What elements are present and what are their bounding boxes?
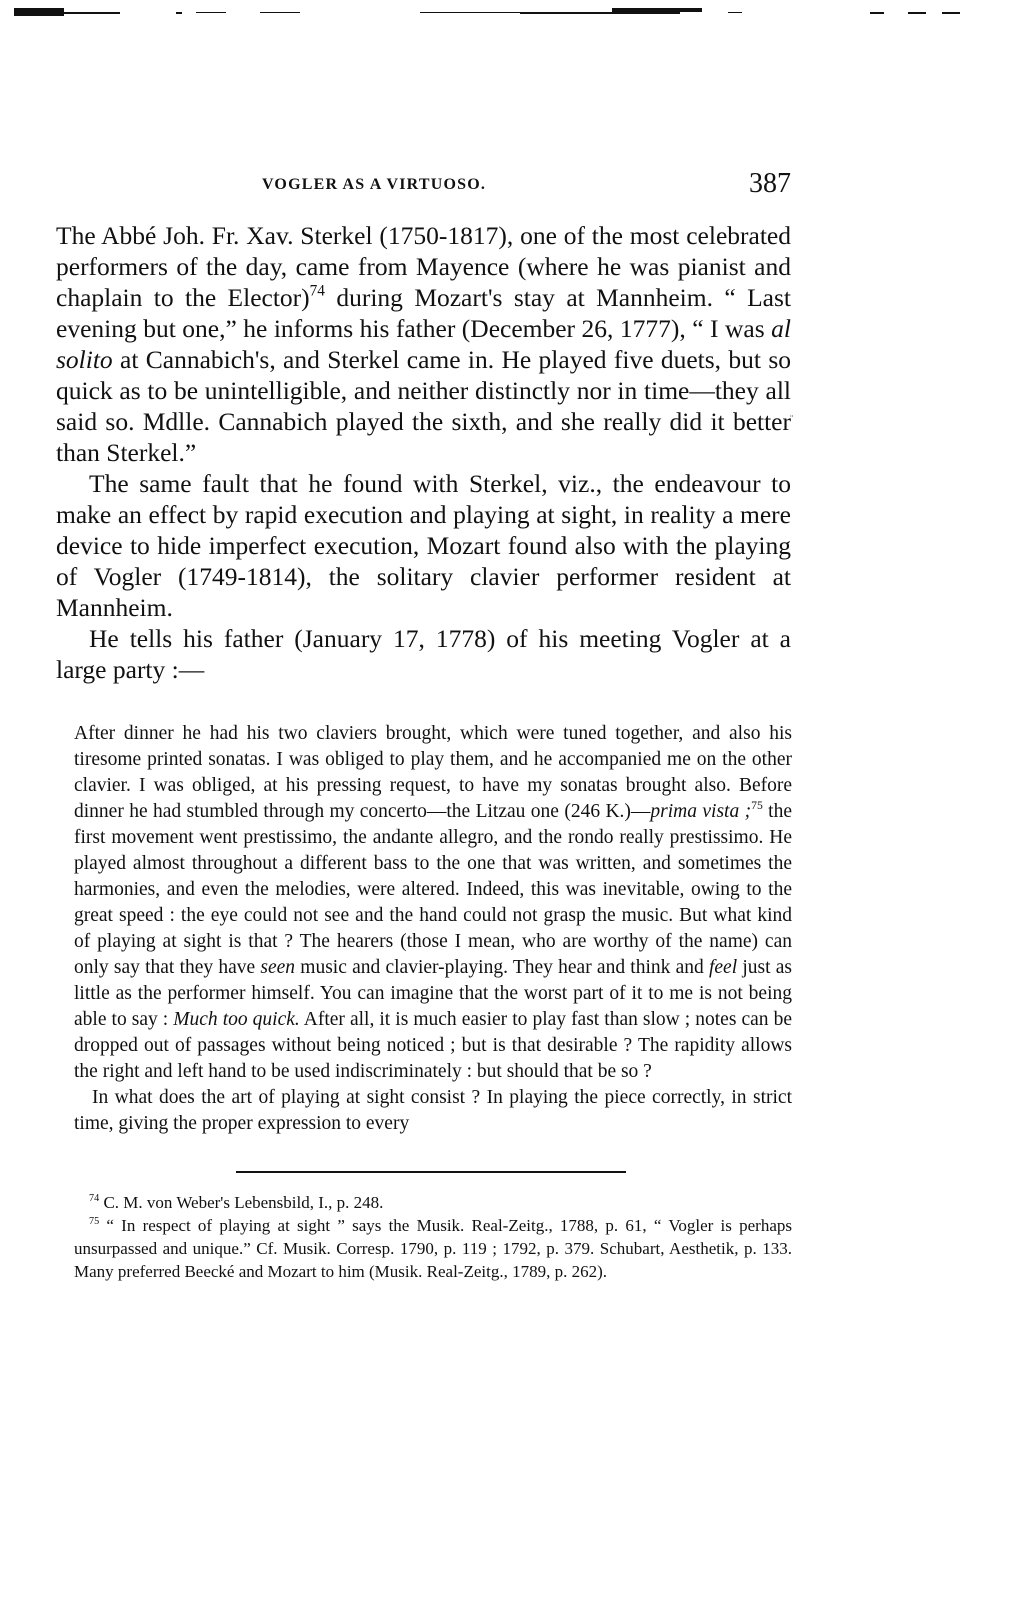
page-number: 387 xyxy=(749,168,791,199)
footnote-74: $^{74}$ C. M. von Weber's Lebensbild, I., p. 248. xyxy=(89,1192,384,1212)
scan-artifact-top-edge xyxy=(0,0,1034,30)
paragraph-tells-father: He tells his father (January 17, 1778) of his meeting Vogler at a large party :— xyxy=(56,624,791,684)
footnote-ref-74[interactable]: 74 xyxy=(309,282,325,300)
running-title: VOGLER AS A VIRTUOSO. xyxy=(262,176,487,193)
paragraph-same-fault: The same fault that he found with Sterkel, viz., the endeavour to make an effect by rapid execution and playing at sight, in reality a mere device to hide imperfect execution, Mozart found also with the playing of Vogler (1749-1814), the solitary clavier performer resident at Mannheim. xyxy=(56,469,791,622)
block-quote xyxy=(74,721,792,1137)
footnote-separator xyxy=(236,1171,626,1173)
margin-mark: ¨ xyxy=(790,414,794,425)
footnote-ref-75[interactable]: 75 xyxy=(751,798,763,812)
running-head xyxy=(56,170,791,220)
footnote-75: $^{75}$ “ In respect of playing at sight ” says the Musik. Real-Zeitg., 1788, p. 61, “ Vogler is perhaps unsurpassed and unique.” Cf. Musik. Corresp. 1790, p. 119 ; 1792, p. 379. Schubart, Aesthetik, p. 133. Many preferred Beecké and Mozart to him (Musik. Real-Zeitg., 1789, p. 262). xyxy=(74,1215,792,1281)
main-text xyxy=(56,220,794,685)
paragraph-sterkel: The Abbé Joh. Fr. Xav. Sterkel (1750-1817), one of the most celebrated performers of the day, came from Mayence (where he was pianist and chaplain to the Elector)$^{74}$ during Mozart's stay at Mannheim. “ Last evening but one,” he informs his father (December 26, 1777), “ I was al solito at Cannabich's, and Sterkel came in. He played five duets, but so quick as to be unintelligible, and neither distinctly nor in time—they all said so. Mdlle. Cannabich played the sixth, and she really did it better than Sterkel.” xyxy=(56,221,791,467)
book-page xyxy=(56,168,794,1283)
quote-paragraph-2: In what does the art of playing at sight consist ? In playing the piece correctly, in strict time, giving the proper expression to every xyxy=(74,1087,792,1134)
quote-paragraph-1: After dinner he had his two claviers brought, which were tuned together, and also his tiresome printed sonatas. I was obliged to play them, and he accompanied me on the other clavier. I was obliged, at his pressing request, to have my sonatas brought also. Before dinner he had stumbled through my concerto—the Litzau one (246 K.)—prima vista ;$^{75}$ the first movement went prestissimo, the andante allegro, and the rondo really prestissimo. He played almost throughout a different bass to the one that was written, and sometimes the harmonies, and even the melodies, were altered. Indeed, this was inevitable, owing to the great speed : the eye could not see and the hand could not grasp the music. But what kind of playing at sight is that ? The hearers (those I mean, who are worthy of the name) can only say that they have seen music and clavier-playing. They hear and think and feel just as little as the performer himself. You can imagine that the worst part of it to me is not being able to say : Much too quick. After all, it is much easier to play fast than slow ; notes can be dropped out of passages without being noticed ; but is that desirable ? The rapidity allows the right and left hand to be used indiscriminately : but should that be so ? xyxy=(74,723,792,1082)
footnotes xyxy=(74,1191,792,1283)
